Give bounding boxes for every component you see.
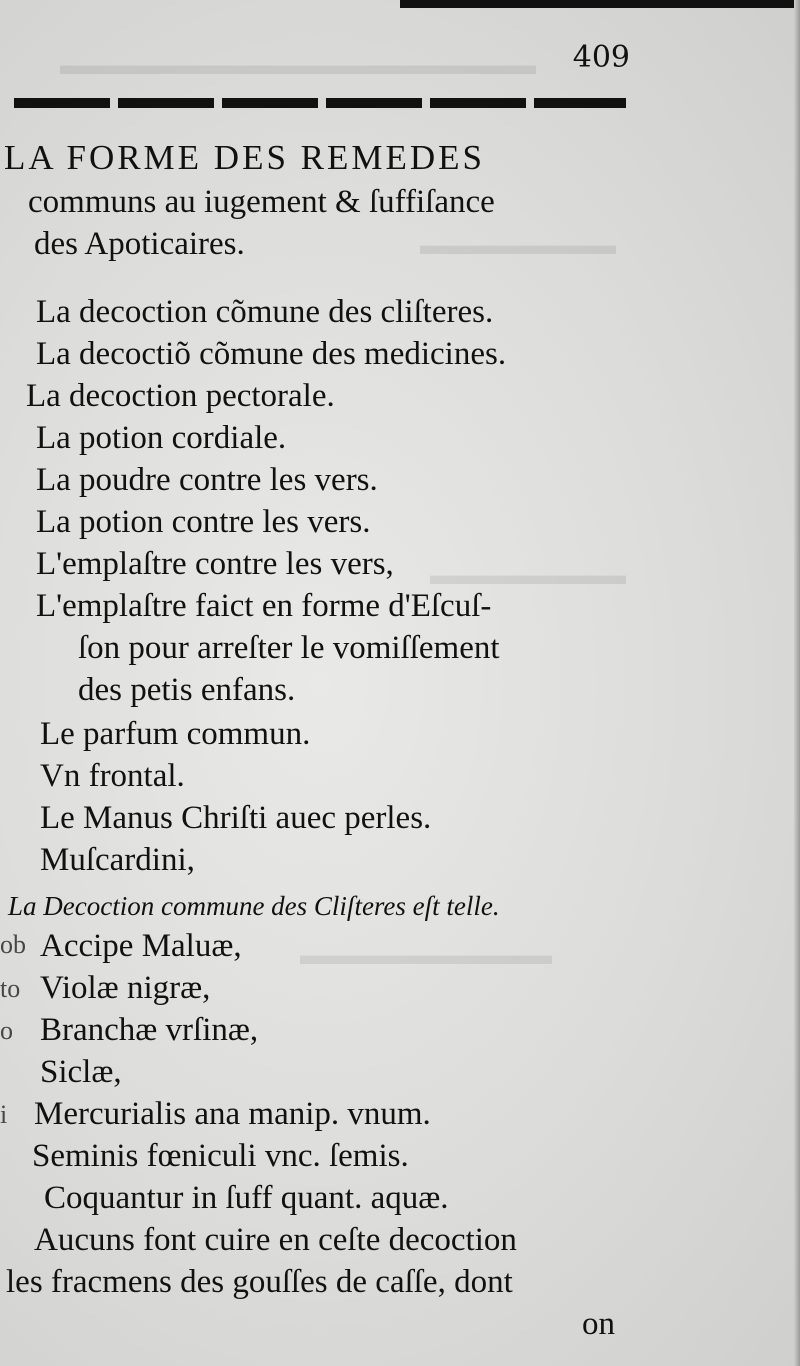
- recipe-line: Mercurialis ana manip. vnum.: [34, 1096, 431, 1132]
- remedy-item: Le parfum commun.: [40, 716, 311, 752]
- remedy-item: La decoction pectorale.: [26, 378, 335, 414]
- header-rule: [14, 98, 626, 108]
- closing-line: Aucuns font cuire en ceſte decoction: [34, 1222, 517, 1258]
- intro-line: communs au iugement & ſuffiſance: [28, 184, 495, 220]
- remedy-item: L'emplaſtre faict en forme d'Eſcuſ-: [36, 588, 492, 624]
- page-top-shadow: [400, 0, 800, 8]
- remedy-item: La decoctiõ cõmune des medicines.: [36, 336, 507, 372]
- remedy-item-continuation: des petis enfans.: [78, 672, 296, 708]
- page-heading: LA FORME DES REMEDES: [4, 138, 486, 177]
- page-number: 409: [572, 40, 630, 75]
- recipe-line: Seminis fœniculi vnc. ſemis.: [32, 1138, 409, 1174]
- recipe-line: Accipe Maluæ,: [40, 928, 242, 964]
- margin-fragment: o: [0, 1016, 13, 1045]
- recipe-line: Siclæ,: [40, 1054, 122, 1090]
- show-through-bleed: ▬▬▬▬▬▬▬▬▬▬▬▬▬▬▬▬▬: [60, 50, 536, 81]
- catchword: on: [582, 1306, 615, 1342]
- section-title: La Decoction commune des Cliſteres eſt telle.: [8, 891, 500, 921]
- margin-fragment: to: [0, 974, 21, 1003]
- intro-line: des Apoticaires.: [34, 226, 245, 262]
- recipe-line: Coquantur in ſuff quant. aquæ.: [44, 1180, 449, 1216]
- remedy-item: La poudre contre les vers.: [36, 462, 378, 498]
- show-through-bleed: ▬▬▬▬▬▬▬: [430, 560, 626, 591]
- show-through-bleed: ▬▬▬▬▬▬▬: [420, 230, 616, 261]
- remedy-item: La decoction cõmune des cliſteres.: [36, 294, 494, 330]
- page-edge-shadow: [794, 0, 800, 1366]
- remedy-item: Vn frontal.: [40, 758, 185, 794]
- remedy-item: Le Manus Chriſti auec perles.: [40, 800, 432, 836]
- show-through-bleed: ▬▬▬▬▬▬▬▬▬: [300, 940, 552, 971]
- remedy-item-continuation: ſon pour arreſter le vomiſſement: [78, 630, 500, 666]
- remedy-item: La potion cordiale.: [36, 420, 287, 456]
- recipe-line: Branchæ vrſinæ,: [40, 1012, 259, 1048]
- remedy-item: La potion contre les vers.: [36, 504, 371, 540]
- remedy-item: Muſcardini,: [40, 842, 195, 878]
- remedy-item: L'emplaſtre contre les vers,: [36, 546, 394, 582]
- margin-fragment: ob: [0, 930, 26, 959]
- recipe-line: Violæ nigræ,: [40, 970, 211, 1006]
- closing-line: les fracmens des gouſſes de caſſe, dont: [6, 1264, 513, 1300]
- margin-fragment: i: [0, 1100, 8, 1129]
